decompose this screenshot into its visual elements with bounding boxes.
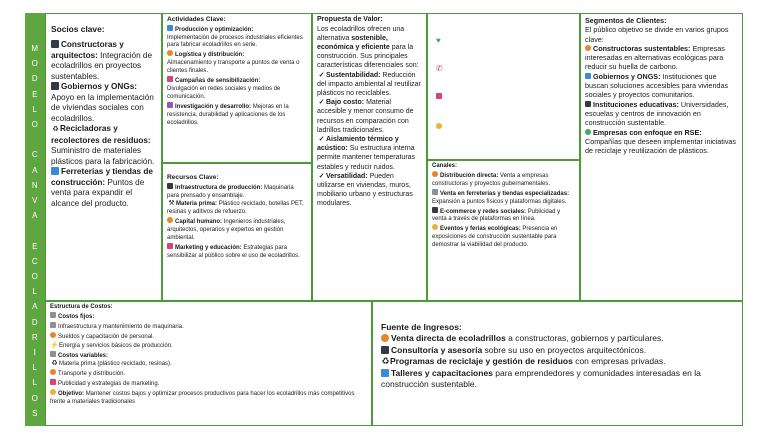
laptop-icon xyxy=(381,369,389,377)
segmentos-clientes-section xyxy=(580,13,743,301)
side-banner-letters xyxy=(25,41,45,421)
house-icon xyxy=(585,45,591,51)
costos-fijo-3: ⚡Energía y servicios básicos de producción. xyxy=(50,341,173,349)
actividades-item-3: Campañas de sensibilización: Divulgación en redes sociales y medios de comunicación. xyxy=(167,78,281,100)
side-letter: C xyxy=(31,256,39,266)
ingresos-item-4: Talleres y capacitaciones para emprendedores y comunidades interesadas en la construcción sustentable. xyxy=(381,367,701,390)
canales-item-1: Distribución directa: Venta a empresas constructoras y proyectos gubernamentales. xyxy=(432,172,551,187)
recursos-item-3: Capital humano: Ingenieros industriales, arquitectos, operarios y expertos en gestión ambiental. xyxy=(167,219,286,242)
costos-objetivo: Objetivo: Mantener costos bajos y optimizar procesos productivos para hacer los ecoladrillos más competitivos frente a materiales tradicionales xyxy=(50,391,355,406)
actividades-item-1: Producción y optimización: Implementación de procesos industriales eficientes para fabricar ecoladrillos en serie. xyxy=(167,26,303,49)
side-letter: D xyxy=(31,74,39,84)
recursos-clave-section xyxy=(162,163,312,301)
actividades-title: Actividades Clave: xyxy=(167,16,226,23)
canales-item-4: Eventos y ferias ecológicas: Presencia en exposiciones de construcción sustentable para demostrar la viabilidad del producto. xyxy=(432,226,558,249)
box-icon xyxy=(167,50,173,56)
recursos-title: Recursos Clave: xyxy=(167,174,219,181)
canales-section xyxy=(427,160,580,301)
segmentos-title: Segmentos de Clientes: xyxy=(585,16,667,25)
recycle-icon: ♻ xyxy=(51,360,58,368)
check-icon: ✓ xyxy=(318,136,325,144)
segmentos-item-2: Gobiernos y ONGS: Instituciones que buscan soluciones accesibles para viviendas sociales y proyectos comunitarios. xyxy=(585,71,729,100)
side-letter: A xyxy=(32,302,38,312)
side-letter: A xyxy=(32,165,38,175)
recycle-icon: ♻ xyxy=(52,126,59,134)
side-letter: V xyxy=(32,196,38,206)
chart-icon xyxy=(167,102,173,108)
building-icon xyxy=(381,346,389,354)
phone-icon: ✆ xyxy=(436,64,443,73)
propuesta-item-2: ✓ Bajo costo: Material accesible y menor consumo de recursos en comparación con ladrillos tradicionales. xyxy=(317,99,414,134)
segmentos-intro: El público objetivo se divide en varios grupos clave: xyxy=(585,25,729,44)
relacion-clientes-section xyxy=(427,13,580,160)
socios-item-3: ♻Recicladoras y recolectores de residuos: Suministro de materiales plásticos para la fabricación. xyxy=(51,124,155,166)
clipboard-icon xyxy=(50,312,56,318)
event-icon xyxy=(432,224,438,230)
recursos-item-4: Marketing y educación: Estrategias para sensibilizar al público sobre el uso de ecoladrillos. xyxy=(167,244,300,259)
store-icon xyxy=(51,167,59,175)
propuesta-item-4: ✓ Versatilidad: Pueden utilizarse en viviendas, muros, mobiliario urbano y estructuras modulares. xyxy=(317,172,413,208)
megaphone-icon xyxy=(167,243,173,249)
worker-icon xyxy=(167,217,173,223)
side-letter: O xyxy=(31,393,39,403)
canales-title: Canales: xyxy=(432,163,458,169)
recycle-icon: ♻ xyxy=(381,356,390,367)
construction-icon xyxy=(51,40,59,48)
side-banner xyxy=(25,13,45,426)
propuesta-intro: Los ecoladrillos ofrecen una alternativa sostenible, económica y eficiente para la construcción. Sus principales características diferenciales son: xyxy=(317,25,419,70)
socios-item-2: Gobiernos y ONGs: Apoyo en la implementación de viviendas sociales con ecoladrillos. xyxy=(51,82,154,123)
fuente-ingresos-section xyxy=(372,301,743,426)
side-letter: D xyxy=(31,317,39,327)
megaphone-icon xyxy=(436,92,444,101)
side-letter xyxy=(34,132,37,147)
side-letter: N xyxy=(31,180,39,190)
side-letter: I xyxy=(33,348,37,358)
side-letter: S xyxy=(32,408,38,418)
costos-variable-3: Publicidad y estrategias de marketing. xyxy=(50,379,367,389)
recursos-item-1: Infraestructura de producción: Maquinaria para prensado y ensamblaje. xyxy=(167,184,294,199)
segmentos-item-3: Instituciones educativas: Universidades, escuelas y centros de innovación en construcción sustentable. xyxy=(585,99,729,128)
truck-icon xyxy=(432,171,438,177)
recursos-item-2: ⚒Materia prima: Plástico reciclado, botellas PET, resinas y aditivos de refuerzo. xyxy=(167,200,304,216)
side-letter: E xyxy=(32,241,38,251)
costos-variable-2: Transporte y distribución. xyxy=(50,369,367,379)
store-icon xyxy=(432,189,438,195)
building-icon xyxy=(51,82,59,90)
phone-icon xyxy=(432,207,438,213)
socios-item-1: Constructoras y arquitectos: Integración de ecoladrillos en proyectos sustentables. xyxy=(51,40,153,81)
money-bag-icon xyxy=(381,334,389,342)
propuesta-item-3: ✓ Aislamiento térmico y acústico: Su estructura interna permite mantener temperaturas estables y reducir ruidos. xyxy=(317,136,416,171)
socios-title: Socios clave: xyxy=(51,24,105,34)
check-icon: ✓ xyxy=(318,99,325,107)
check-icon: ✓ xyxy=(318,172,325,180)
actividades-item-4: Investigación y desarrollo: Mejoras en la resistencia, durabilidad y aplicaciones de los ecoladrillos. xyxy=(167,103,289,126)
ingresos-title: Fuente de Ingresos: xyxy=(381,322,462,332)
check-icon: ✓ xyxy=(318,71,325,79)
side-letter: O xyxy=(31,120,39,130)
segmentos-item-4: Empresas con enfoque en RSE: Compañías que deseen implementar iniciativas de reciclaje y reutilización de plásticos. xyxy=(585,127,737,156)
side-letter: R xyxy=(31,332,39,342)
side-letter: L xyxy=(32,378,38,388)
costos-variables-label: Costos variables: xyxy=(50,351,367,361)
side-letter: A xyxy=(32,211,38,221)
socios-item-4: Ferreterías y tiendas de construcción: Puntos de venta para expandir el alcance del producto. xyxy=(51,167,153,208)
factory-icon xyxy=(50,322,56,328)
side-letter: E xyxy=(32,89,38,99)
megaphone-icon xyxy=(167,76,173,82)
side-letter: C xyxy=(31,150,39,160)
factory-icon xyxy=(167,183,173,189)
propuesta-valor-section xyxy=(312,13,427,301)
costos-fijo-2: Sueldos y capacitación de personal. xyxy=(50,332,367,342)
estructura-costos-section xyxy=(45,301,372,426)
people-icon xyxy=(50,332,56,338)
propuesta-item-1: ✓ Sustentabilidad: Reducción del impacto ambiental al reutilizar plásticos no reciclables. xyxy=(317,71,421,98)
ingresos-item-1: Venta directa de ecoladrillos a constructoras, gobiernos y particulares. xyxy=(381,333,734,344)
actividades-clave-section xyxy=(162,13,312,163)
costos-title: Estructura de Costos: xyxy=(50,304,113,310)
side-letter: L xyxy=(32,104,38,114)
costos-variable-1: ♻Materia prima (plástico reciclado, resinas). xyxy=(51,360,172,368)
costos-fijos-label: Costos fijos: xyxy=(50,312,367,322)
costos-fijo-1: Infraestructura y mantenimiento de maquinaria. xyxy=(50,322,367,332)
gift-icon xyxy=(436,122,444,131)
side-letter: L xyxy=(32,363,38,373)
globe-icon xyxy=(585,129,591,135)
ingresos-item-3: ♻Programas de reciclaje y gestión de residuos con empresas privadas. xyxy=(381,356,666,367)
side-letter: O xyxy=(31,272,39,282)
socios-clave-section xyxy=(45,13,162,301)
ingresos-item-2: Consultoría y asesoría sobre su uso en proyectos arquitectónicos. xyxy=(381,345,734,356)
side-letter: O xyxy=(31,59,39,69)
actividades-item-2: Logística y distribución: Almacenamiento y transporte a puntos de venta o clientes finales. xyxy=(167,52,300,75)
canales-item-3: E-commerce y redes sociales: Publicidad y venta a través de plataformas en línea. xyxy=(432,208,561,223)
side-letter: M xyxy=(31,44,39,53)
factory-icon xyxy=(167,25,173,31)
building-icon xyxy=(585,73,591,79)
bolt-icon: ⚡ xyxy=(50,341,59,349)
clipboard-icon xyxy=(50,351,56,357)
heart-icon: ♥ xyxy=(436,36,441,45)
segmentos-item-1: Constructoras sustentables: Empresas interesadas en alternativas ecológicas para reducir su huella de carbono. xyxy=(585,43,725,72)
truck-icon xyxy=(50,369,56,375)
lightbulb-icon xyxy=(50,389,56,395)
side-letter: L xyxy=(32,287,38,297)
propuesta-title: Propuesta de Valor: xyxy=(317,16,383,23)
side-letter xyxy=(34,223,37,238)
graduation-cap-icon xyxy=(585,101,591,107)
tools-icon: ⚒ xyxy=(168,200,175,208)
megaphone-icon xyxy=(50,379,56,385)
canales-item-2: Venta en ferreterías y tiendas especializadas: Expansión a puntos físicos y plataformas digitales. xyxy=(432,190,570,205)
